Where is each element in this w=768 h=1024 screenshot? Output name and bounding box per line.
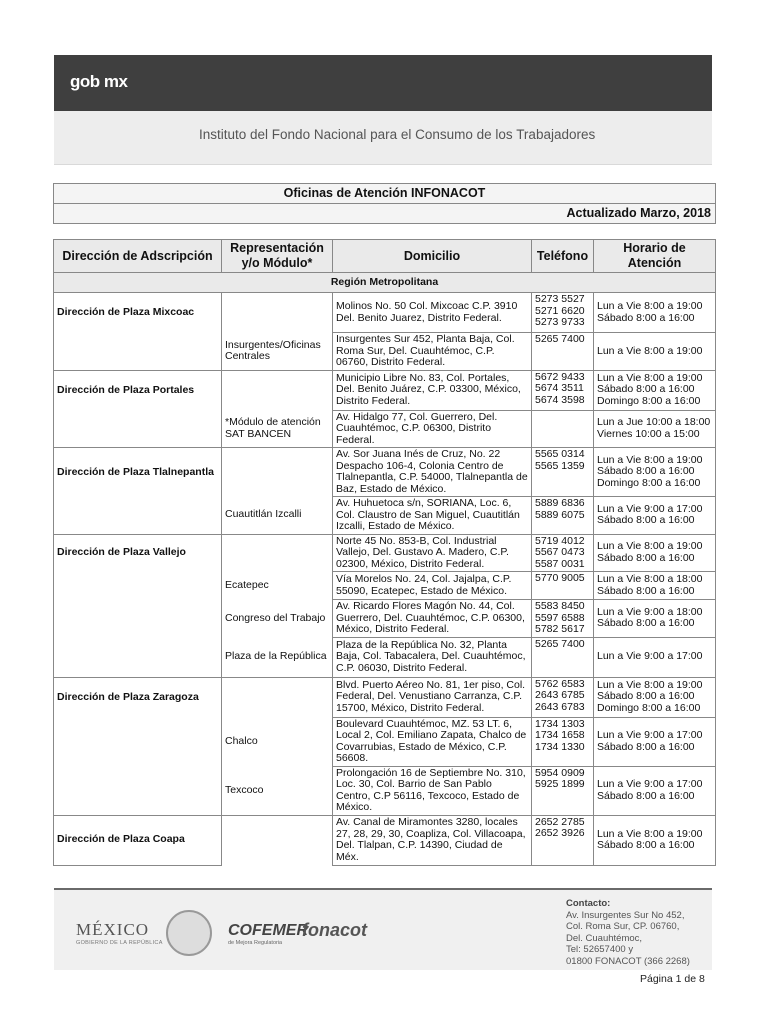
cell-representacion bbox=[222, 534, 333, 572]
cell-horario: Lun a Vie 8:00 a 19:00 Sábado 8:00 a 16:00 Domingo 8:00 a 16:00 bbox=[594, 677, 716, 717]
cell-direccion bbox=[54, 717, 222, 766]
page-number: Página 1 de 8 bbox=[640, 973, 705, 985]
cofemer-logo: COFEMER bbox=[228, 922, 308, 939]
cell-telefono: 1734 1303 1734 1658 1734 1330 bbox=[532, 717, 594, 766]
cell-direccion: Dirección de Plaza Vallejo bbox=[54, 534, 222, 572]
national-seal-icon bbox=[166, 910, 212, 956]
cell-representacion: Texcoco bbox=[222, 766, 333, 815]
cell-telefono: 5770 9005 bbox=[532, 572, 594, 600]
footer bbox=[54, 888, 712, 970]
contact-line: Av. Insurgentes Sur No 452, bbox=[566, 909, 685, 921]
table-row bbox=[54, 600, 716, 638]
cell-domicilio: Plaza de la República No. 32, Planta Baja, Col. Tabacalera, Del. Cuauhtémoc, C.P. 06030, Distrito Federal. bbox=[333, 637, 532, 677]
table-row bbox=[54, 293, 716, 333]
table-row bbox=[54, 637, 716, 677]
mexico-logo: MÉXICO bbox=[76, 920, 150, 939]
cell-telefono: 5719 4012 5567 0473 5587 0031 bbox=[532, 534, 594, 572]
cofemer-logo-sub: de Mejora Regulatoria bbox=[228, 940, 283, 946]
col-header: Teléfono bbox=[532, 240, 594, 273]
cell-telefono: 5672 9433 5674 3511 5674 3598 bbox=[532, 370, 594, 410]
cell-direccion: Dirección de Plaza Portales bbox=[54, 370, 222, 410]
cell-direccion bbox=[54, 497, 222, 535]
cell-telefono: 5762 6583 2643 6785 2643 6783 bbox=[532, 677, 594, 717]
cell-domicilio: Municipio Libre No. 83, Col. Portales, Del. Benito Juárez, C.P. 03300, México, Distrito Federal. bbox=[333, 370, 532, 410]
cell-telefono: 5265 7400 bbox=[532, 333, 594, 371]
mexico-logo-sub: GOBIERNO DE LA REPÚBLICA bbox=[76, 940, 163, 946]
fonacot-logo: fonacot bbox=[302, 920, 367, 940]
cell-horario: Lun a Vie 9:00 a 17:00 Sábado 8:00 a 16:00 bbox=[594, 717, 716, 766]
contact-line: Del. Cuauhtémoc, bbox=[566, 932, 643, 944]
cell-direccion bbox=[54, 637, 222, 677]
cell-direccion: Dirección de Plaza Tlalnepantla bbox=[54, 448, 222, 497]
cell-domicilio: Insurgentes Sur 452, Planta Baja, Col. Roma Sur, Del. Cuauhtémoc, C.P. 06760, Distrito Federal. bbox=[333, 333, 532, 371]
cell-representacion: Congreso del Trabajo bbox=[222, 600, 333, 638]
cell-horario: Lun a Vie 9:00 a 18:00 Sábado 8:00 a 16:00 bbox=[594, 600, 716, 638]
cell-representacion bbox=[222, 815, 333, 865]
cell-domicilio: Av. Huhuetoca s/n, SORIANA, Loc. 6, Col. Claustro de San Miguel, Cuautitlán Izcalli, Estado de México. bbox=[333, 497, 532, 535]
cell-horario: Lun a Vie 8:00 a 19:00 Sábado 8:00 a 16:00 bbox=[594, 293, 716, 333]
table-row bbox=[54, 572, 716, 600]
region-row bbox=[54, 273, 716, 293]
cell-telefono bbox=[532, 410, 594, 448]
cell-domicilio: Av. Ricardo Flores Magón No. 44, Col. Guerrero, Del. Cuauhtémoc, C.P. 06300, México, Distrito Federal. bbox=[333, 600, 532, 638]
cell-horario: Lun a Vie 8:00 a 19:00 Sábado 8:00 a 16:00 bbox=[594, 815, 716, 865]
cell-representacion: Insurgentes/Oficinas Centrales bbox=[222, 333, 333, 371]
cell-domicilio: Molinos No. 50 Col. Mixcoac C.P. 3910 Del. Benito Juarez, Distrito Federal. bbox=[333, 293, 532, 333]
region-label: Región Metropolitana bbox=[54, 273, 716, 293]
col-header: Representación y/o Módulo* bbox=[222, 240, 333, 273]
contact-line: Tel: 52657400 y bbox=[566, 944, 634, 955]
cell-telefono: 5265 7400 bbox=[532, 637, 594, 677]
institute-name: Instituto del Fondo Nacional para el Consumo de los Trabajadores bbox=[199, 127, 596, 142]
cell-representacion: Chalco bbox=[222, 717, 333, 766]
document-title: Oficinas de Atención INFONACOT bbox=[54, 184, 715, 204]
cell-representacion: Cuautitlán Izcalli bbox=[222, 497, 333, 535]
cell-horario: Lun a Vie 9:00 a 17:00 bbox=[594, 637, 716, 677]
cell-direccion bbox=[54, 572, 222, 600]
cell-representacion bbox=[222, 293, 333, 333]
cell-domicilio: Norte 45 No. 853-B, Col. Industrial Vallejo, Del. Gustavo A. Madero, C.P. 02300, México, Distrito Federal. bbox=[333, 534, 532, 572]
cell-domicilio: Av. Sor Juana Inés de Cruz, No. 22 Despacho 106-4, Colonia Centro de Tlalnepantla, C.P. 54000, Tlalnepantla de Baz, Estado de México. bbox=[333, 448, 532, 497]
updated-date: Actualizado Marzo, 2018 bbox=[54, 204, 715, 223]
cell-direccion: Dirección de Plaza Mixcoac bbox=[54, 293, 222, 333]
cell-representacion: Plaza de la República bbox=[222, 637, 333, 677]
col-header: Dirección de Adscripción bbox=[54, 240, 222, 273]
table-row bbox=[54, 815, 716, 865]
cell-domicilio: Boulevard Cuauhtémoc, MZ. 53 LT. 6, Local 2, Col. Emiliano Zapata, Chalco de Covarrubias, Estado de México, C.P. 56608. bbox=[333, 717, 532, 766]
table-row bbox=[54, 410, 716, 448]
cell-representacion bbox=[222, 448, 333, 497]
cell-horario: Lun a Vie 9:00 a 17:00 Sábado 8:00 a 16:00 bbox=[594, 497, 716, 535]
contact-info bbox=[566, 898, 690, 967]
cell-domicilio: Vía Morelos No. 24, Col. Jajalpa, C.P. 55090, Ecatepec, Estado de México. bbox=[333, 572, 532, 600]
cell-representacion bbox=[222, 677, 333, 717]
contact-line: Col. Roma Sur, CP. 06760, bbox=[566, 921, 680, 932]
cell-domicilio: Blvd. Puerto Aéreo No. 81, 1er piso, Col. Federal, Del. Venustiano Carranza, C.P. 15700, México, Distrito Federal. bbox=[333, 677, 532, 717]
offices-table bbox=[53, 239, 716, 866]
cell-horario: Lun a Vie 9:00 a 17:00 Sábado 8:00 a 16:00 bbox=[594, 766, 716, 815]
cell-representacion: *Módulo de atención SAT BANCEN bbox=[222, 410, 333, 448]
cell-domicilio: Prolongación 16 de Septiembre No. 310, Loc. 30, Col. Barrio de San Pablo Centro, C.P 56116, Texcoco, Estado de México. bbox=[333, 766, 532, 815]
cell-domicilio: Av. Hidalgo 77, Col. Guerrero, Del. Cuauhtémoc, C.P. 06300, Distrito Federal. bbox=[333, 410, 532, 448]
table-row bbox=[54, 766, 716, 815]
table-row bbox=[54, 534, 716, 572]
cell-horario: Lun a Jue 10:00 a 18:00 Viernes 10:00 a 15:00 bbox=[594, 410, 716, 448]
cell-horario: Lun a Vie 8:00 a 18:00 Sábado 8:00 a 16:00 bbox=[594, 572, 716, 600]
table-row bbox=[54, 677, 716, 717]
header-bar bbox=[54, 55, 712, 111]
cell-horario: Lun a Vie 8:00 a 19:00 Sábado 8:00 a 16:00 bbox=[594, 534, 716, 572]
table-row bbox=[54, 448, 716, 497]
cell-telefono: 5273 5527 5271 6620 5273 9733 bbox=[532, 293, 594, 333]
cell-telefono: 5565 0314 5565 1359 bbox=[532, 448, 594, 497]
institute-banner bbox=[54, 111, 712, 165]
table-header bbox=[54, 240, 716, 273]
cell-horario: Lun a Vie 8:00 a 19:00 bbox=[594, 333, 716, 371]
cell-representacion bbox=[222, 370, 333, 410]
table-row bbox=[54, 370, 716, 410]
cell-telefono: 5889 6836 5889 6075 bbox=[532, 497, 594, 535]
cell-representacion: Ecatepec bbox=[222, 572, 333, 600]
cell-direccion: Dirección de Plaza Coapa bbox=[54, 815, 222, 865]
col-header: Domicilio bbox=[333, 240, 532, 273]
title-box bbox=[53, 183, 716, 224]
gobmx-logo: gob mx bbox=[70, 72, 128, 91]
cell-horario: Lun a Vie 8:00 a 19:00 Sábado 8:00 a 16:00 Domingo 8:00 a 16:00 bbox=[594, 448, 716, 497]
col-header: Horario de Atención bbox=[594, 240, 716, 273]
cell-direccion: Dirección de Plaza Zaragoza bbox=[54, 677, 222, 717]
cell-direccion bbox=[54, 600, 222, 638]
cell-telefono: 5583 8450 5597 6588 5782 5617 bbox=[532, 600, 594, 638]
table-row bbox=[54, 333, 716, 371]
cell-direccion bbox=[54, 766, 222, 815]
contact-line: 01800 FONACOT (366 2268) bbox=[566, 955, 690, 967]
cell-direccion bbox=[54, 410, 222, 448]
cell-telefono: 5954 0909 5925 1899 bbox=[532, 766, 594, 815]
table-row bbox=[54, 717, 716, 766]
contact-title: Contacto: bbox=[566, 898, 611, 909]
cell-domicilio: Av. Canal de Miramontes 3280, locales 27, 28, 29, 30, Coapliza, Col. Villacoapa, Del. Tlalpan, C.P. 14390, Ciudad de Méx. bbox=[333, 815, 532, 865]
cell-direccion bbox=[54, 333, 222, 371]
cell-telefono: 2652 2785 2652 3926 bbox=[532, 815, 594, 865]
table-row bbox=[54, 497, 716, 535]
cell-horario: Lun a Vie 8:00 a 19:00 Sábado 8:00 a 16:00 Domingo 8:00 a 16:00 bbox=[594, 370, 716, 410]
